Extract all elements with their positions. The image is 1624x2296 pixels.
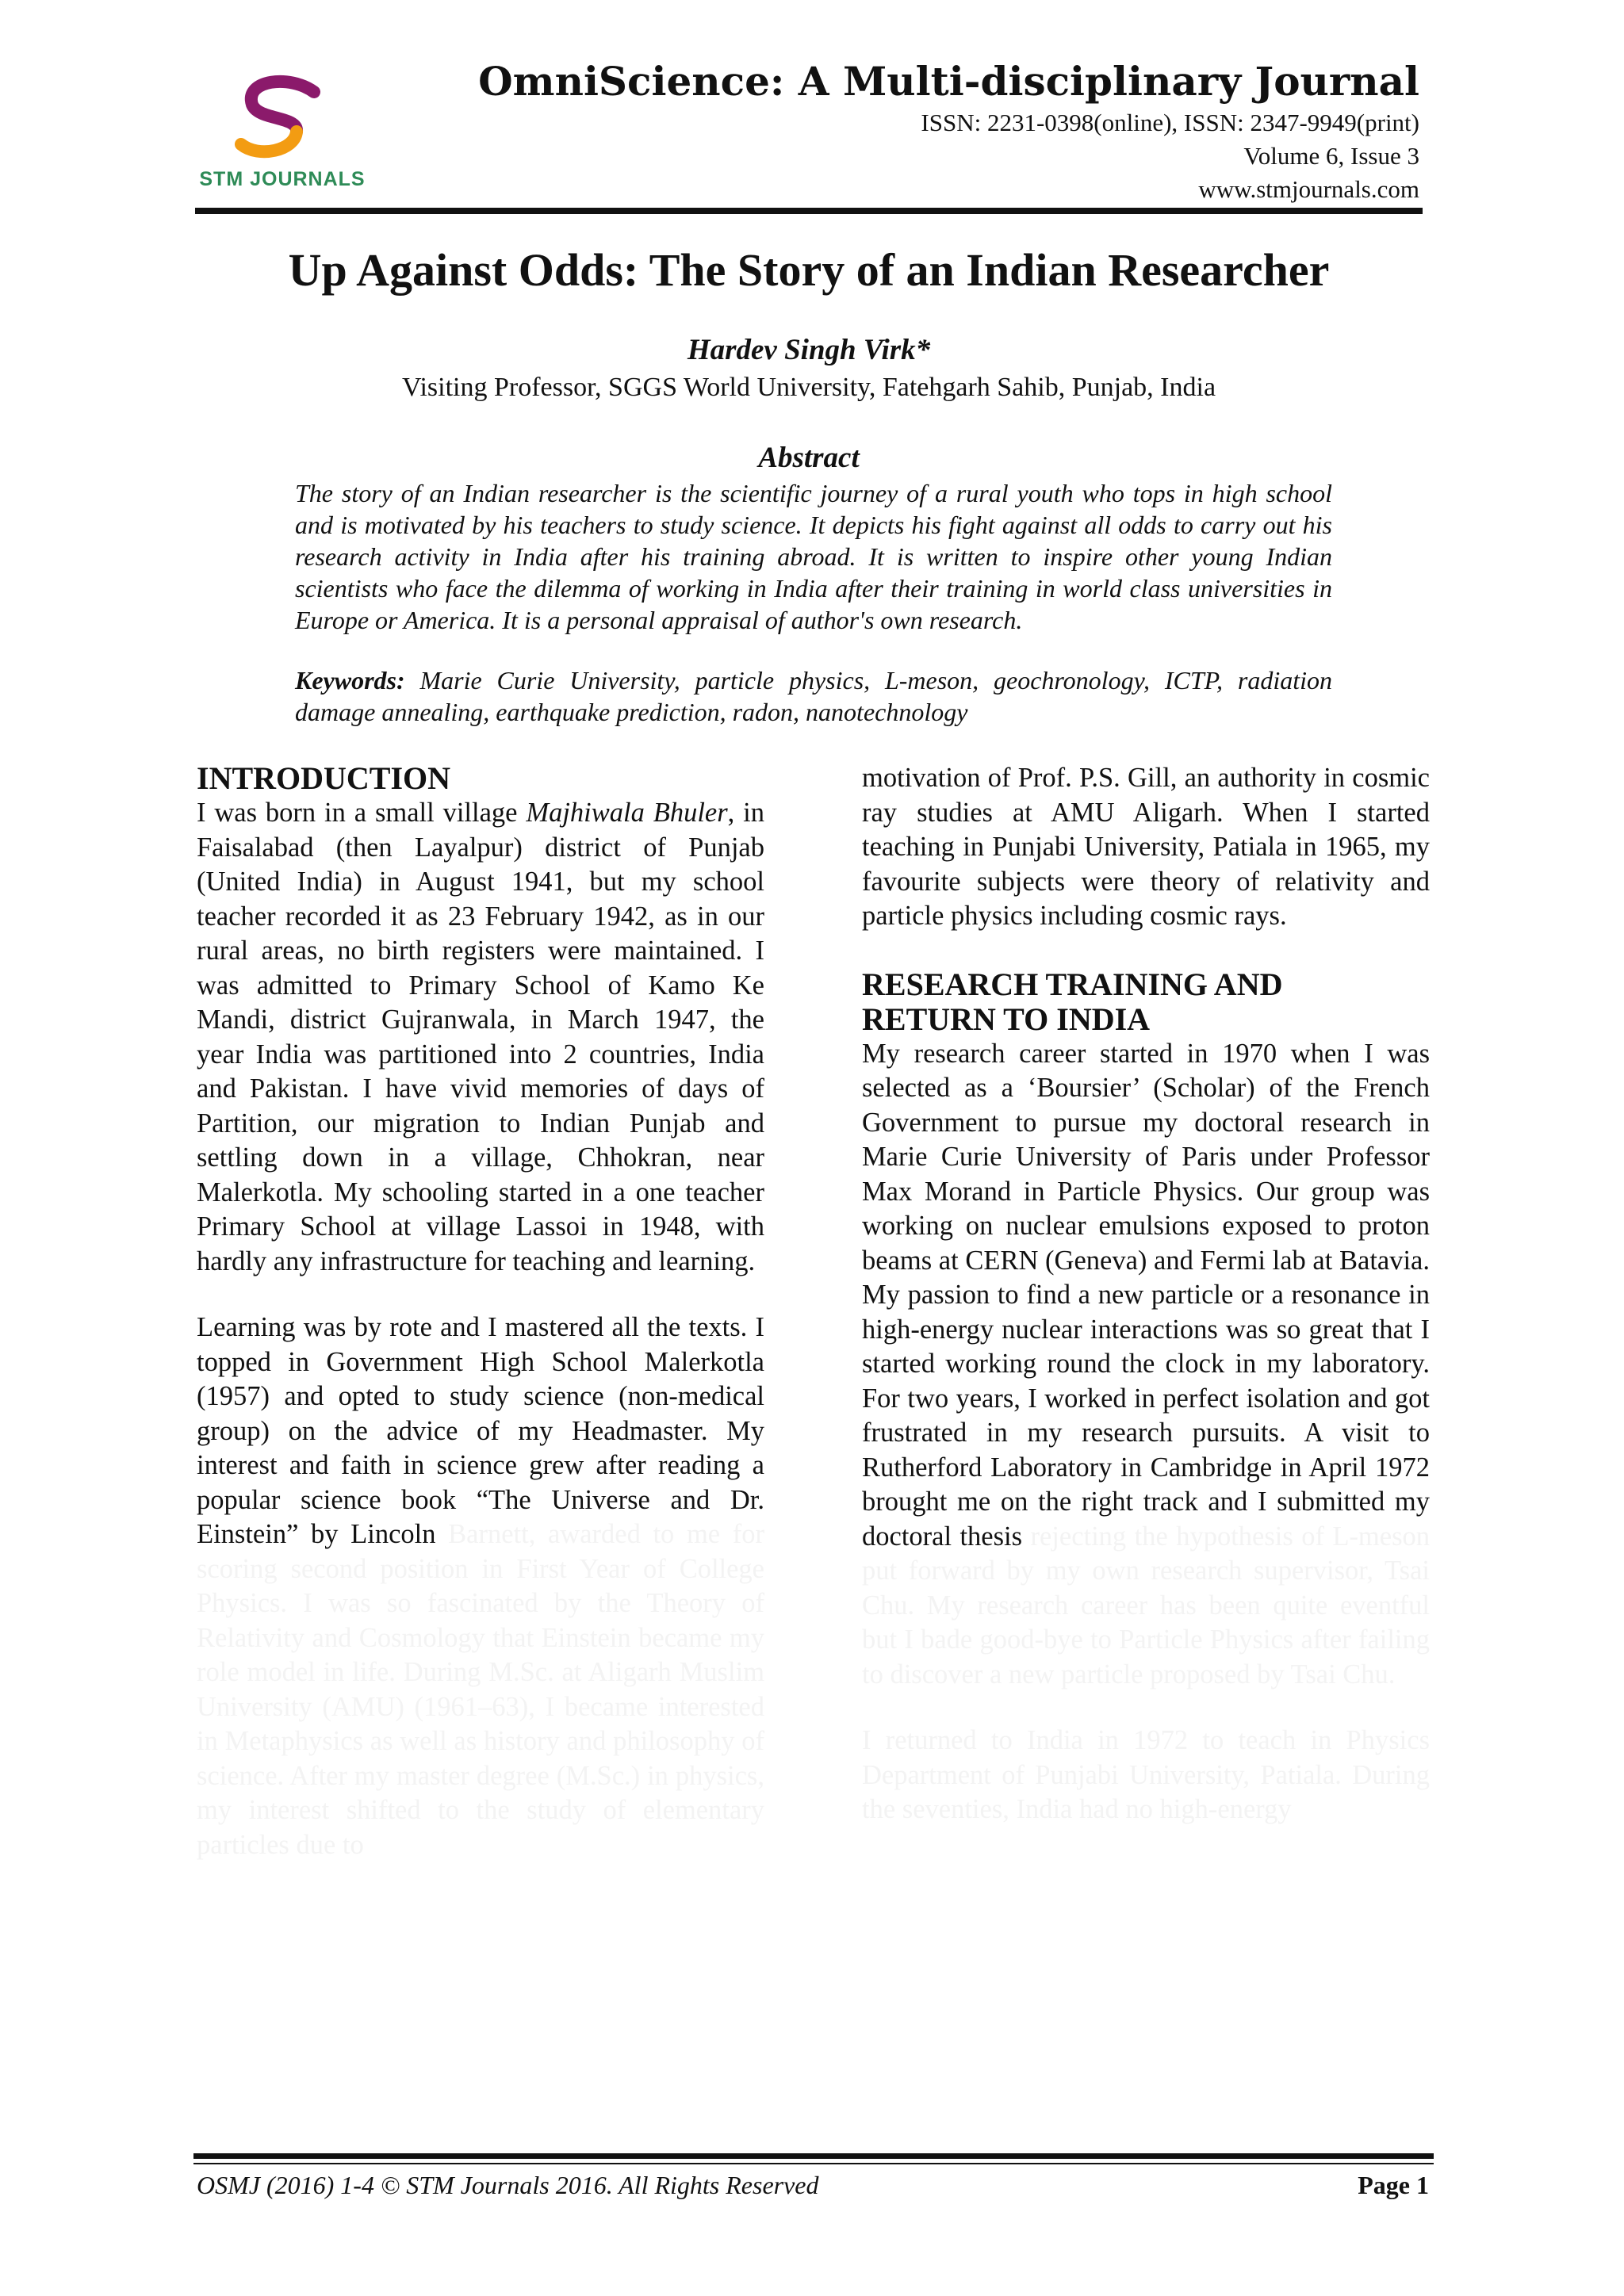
intro-paragraph-3: motivation of Prof. P.S. Gill, an authority in cosmic ray studies at AMU Aligarh. When I started teaching in Punjabi University, Patiala in 1965, my favourite subjects were theory of relativity and particle physics including cosmic rays.: [862, 763, 1430, 931]
keywords-label: Keywords:: [295, 666, 405, 695]
author-name: Hardev Singh Virk*: [687, 334, 931, 366]
section-heading-research-training: [862, 967, 1430, 1037]
issn: ISSN: 2231-0398(online), ISSN: 2347-9949(print): [921, 109, 1419, 136]
heading-line: RETURN TO INDIA: [862, 1001, 1151, 1037]
stm-journals-logo: [195, 75, 370, 201]
right-column: [862, 761, 1430, 1827]
volume-issue: Volume 6, Issue 3: [1243, 142, 1419, 170]
faded-text: Barnett, awarded to me for scoring second position in First Year of College Physics. I was so fascinated by the Theory of Relativity and Cosmology that Einstein became my role model in life. During M.Sc. at Aligarh Muslim University (AMU) (1961–63), I became interested in Metaphysics as well as history and philosophy of science. After my master degree (M.Sc.) in physics, my interest shifted to the study of elementary particles due to: [197, 1519, 764, 1860]
footer-rule-thin: [193, 2163, 1434, 2164]
left-column: [197, 761, 764, 1862]
abstract-heading: Abstract: [758, 442, 860, 474]
section-heading-introduction: INTRODUCTION: [197, 760, 451, 796]
text-span: I was born in a small village: [197, 798, 527, 828]
research-paragraph-1: [862, 1037, 1430, 1693]
text-span: Learning was by rote and I mastered all the texts. I topped in Government High School Malerkotla (1957) and opted to study science (non-medical group) on the advice of my Headmaster. My interest and faith in science grew after reading a popular science book “The Universe and Dr. Einstein” by Lincoln: [197, 1312, 764, 1549]
footer-citation: OSMJ (2016) 1-4 © STM Journals 2016. All Rights Reserved: [197, 2171, 819, 2199]
page-number: Page 1: [1358, 2171, 1429, 2199]
s-swoosh-icon: [195, 75, 370, 170]
journal-website: www.stmjournals.com: [1198, 175, 1419, 203]
header-rule: [195, 208, 1423, 214]
text-span: My research career started in 1970 when I was selected as a ‘Boursier’ (Scholar) of the French Government to pursue my doctoral research in Marie Curie University of Paris under Professor Max Morand in Particle Physics. Our group was working on nuclear emulsions exposed to proton beams at CERN (Geneva) and Fermi lab at Batavia. My passion to find a new particle or a resonance in high-energy nuclear interactions was so great that I started working round the clock in my laboratory. For two years, I worked in perfect isolation and got frustrated in my research pursuits. A visit to Rutherford Laboratory in Cambridge in April 1972 brought me on the right track and I submitted my doctoral thesis: [862, 1038, 1430, 1552]
intro-paragraph-1: [197, 796, 764, 1279]
abstract-text: The story of an Indian researcher is the scientific journey of a rural youth who tops in high school and is motivated by his teachers to study science. It depicts his fight against all odds to carry out his research activity in India after his training abroad. It is written to inspire other young Indian scientists who face the dilemma of working in India after their training in world class universities in Europe or America. It is a personal appraisal of author's own research.: [295, 479, 1332, 634]
journal-title: OmniScience: A Multi-disciplinary Journal: [478, 58, 1419, 105]
author-affiliation: Visiting Professor, SGGS World University, Fatehgarh Sahib, Punjab, India: [401, 373, 1216, 402]
journal-info: [478, 57, 1419, 206]
keywords-list: Marie Curie University, particle physics, L-meson, geochronology, ICTP, radiation damage annealing, earthquake prediction, radon, nanotechnology: [295, 666, 1333, 726]
intro-paragraph-2: [197, 1311, 764, 1862]
keywords: [295, 664, 1332, 728]
faded-text: rejecting the hypothesis of L-meson put forward by my own research supervisor, Tsai Chu. My research career has been quite eventful but I bade good-bye to Particle Physics after failing to discover a new particle proposed by Tsai Chu.: [862, 1521, 1431, 1689]
footer-rule: [193, 2153, 1434, 2159]
research-paragraph-2: I returned to India in 1972 to teach in Physics Department of Punjabi University, Patiala. During the seventies, India had no high-energy: [862, 1725, 1430, 1824]
village-name: Majhiwala Bhuler: [526, 798, 728, 828]
text-span: , in Faisalabad (then Layalpur) district of Punjab (United India) in August 1941, but my school teacher recorded it as 23 February 1942, as in our rural areas, no birth registers were maintained. I was admitted to Primary School of Kamo Ke Mandi, district Gujranwala, in March 1947, the year India was partitioned into 2 countries, India and Pakistan. I have vivid memories of days of Partition, our migration to Indian Punjab and settling down in a village, Chhokran, near Malerkotla. My schooling started in a one teacher Primary School at village Lassoi in 1948, with hardly any infrastructure for teaching and learning.: [197, 798, 765, 1276]
article-title: Up Against Odds: The Story of an Indian Researcher: [288, 244, 1330, 296]
logo-text: STM JOURNALS: [199, 168, 366, 190]
heading-line: RESEARCH TRAINING AND: [862, 966, 1283, 1002]
